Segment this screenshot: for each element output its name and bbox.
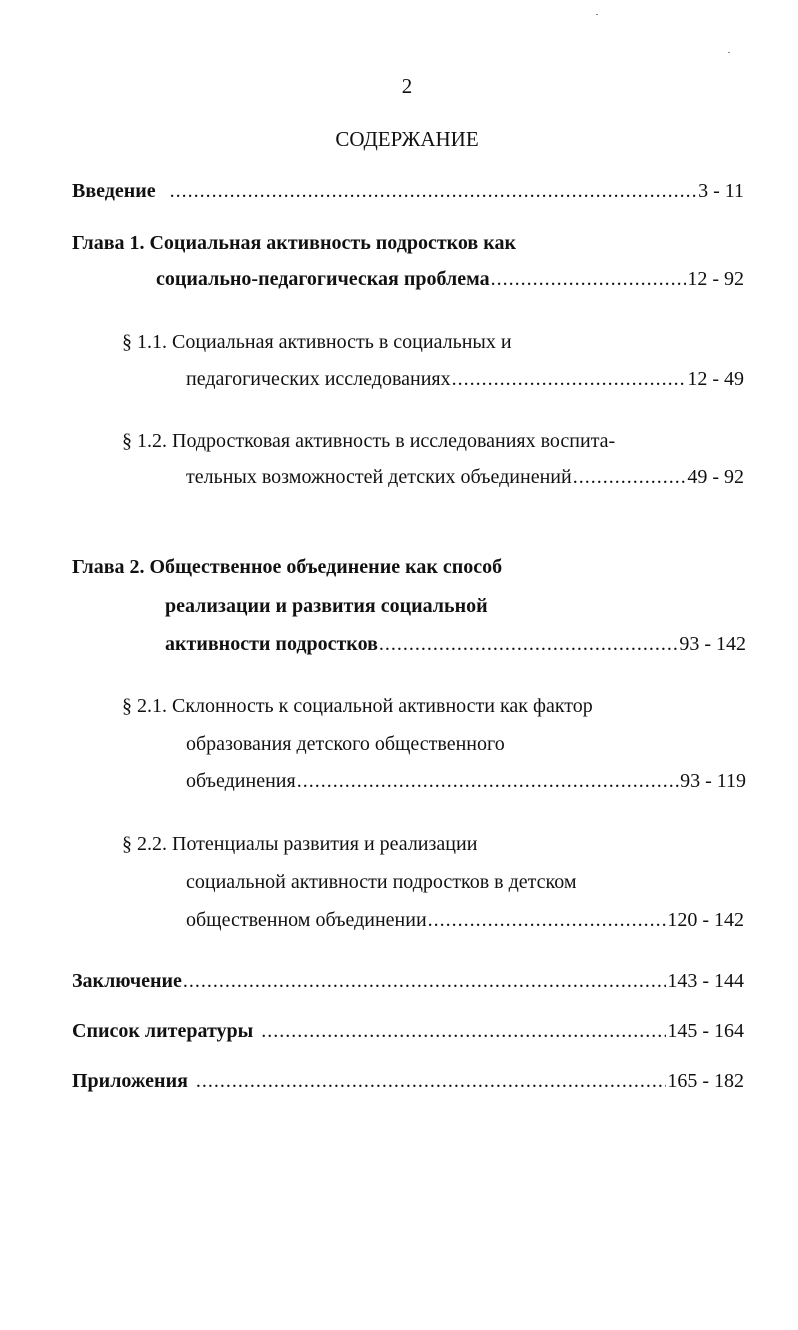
toc-entry-pages: 165 - 182 (667, 1070, 744, 1092)
dot-leader (196, 1068, 666, 1094)
toc-entry-pages: 145 - 164 (667, 1020, 744, 1042)
toc-entry-conclusion (72, 968, 744, 994)
toc-entry-section-1-1 (186, 366, 744, 392)
page-number: 2 (401, 74, 413, 98)
toc-entry-label: активности подростков (165, 633, 378, 655)
toc-entry-label: педагогических исследованиях (186, 368, 451, 390)
dot-leader (452, 366, 687, 392)
dot-leader (428, 907, 667, 933)
toc-entry-label: Заключение (72, 970, 182, 992)
toc-entry-references (72, 1018, 744, 1044)
toc-entry-section-2-1 (186, 768, 746, 794)
toc-entry-introduction (72, 178, 744, 204)
toc-entry-label: объединения (186, 770, 296, 792)
dot-leader (261, 1018, 666, 1044)
toc-entry-pages: 143 - 144 (667, 970, 744, 992)
toc-entry-pages: 12 - 49 (687, 368, 744, 390)
section-1-2-title-line-1: § 1.2. Подростковая активность в исследованиях воспита- (122, 430, 616, 452)
toc-entry-section-1-2 (186, 464, 744, 490)
toc-entry-appendices (72, 1068, 744, 1094)
toc-entry-pages: 93 - 142 (679, 633, 746, 655)
section-2-1-title-line-1: § 2.1. Склонность к социальной активности как фактор (122, 695, 593, 717)
section-2-2-title-line-1: § 2.2. Потенциалы развития и реализации (122, 833, 478, 855)
toc-entry-pages: 12 - 92 (687, 268, 744, 290)
toc-entry-chapter-2 (165, 631, 746, 657)
section-2-2-title-line-2: социальной активности подростков в детском (186, 871, 577, 893)
toc-entry-label: тельных возможностей детских объединений (186, 466, 572, 488)
dot-leader (170, 178, 697, 204)
toc-entry-label: социально-педагогическая проблема (156, 268, 490, 290)
chapter-2-title-line-2: реализации и развития социальной (165, 595, 488, 617)
toc-entry-label: Список литературы (72, 1020, 254, 1042)
toc-entry-label: Введение (72, 180, 156, 202)
toc-entry-label: общественном объединении (186, 909, 427, 931)
toc-entry-section-2-2 (186, 907, 744, 933)
dot-leader (491, 266, 687, 292)
scan-speck (596, 14, 598, 15)
toc-title: СОДЕРЖАНИЕ (335, 127, 479, 151)
toc-entry-chapter-1 (156, 266, 744, 292)
toc-entry-pages: 120 - 142 (667, 909, 744, 931)
scan-speck (728, 52, 730, 53)
toc-entry-pages: 93 - 119 (680, 770, 746, 792)
dot-leader (573, 464, 687, 490)
toc-entry-pages: 49 - 92 (687, 466, 744, 488)
toc-entry-pages: 3 - 11 (698, 180, 744, 202)
dot-leader (297, 768, 679, 794)
toc-entry-label: Приложения (72, 1070, 188, 1092)
section-2-1-title-line-2: образования детского общественного (186, 733, 505, 755)
dot-leader (183, 968, 666, 994)
chapter-1-title-line-1: Глава 1. Социальная активность подростков как (72, 232, 516, 254)
section-1-1-title-line-1: § 1.1. Социальная активность в социальных и (122, 331, 512, 353)
chapter-2-title-line-1: Глава 2. Общественное объединение как способ (72, 556, 503, 578)
dot-leader (379, 631, 678, 657)
